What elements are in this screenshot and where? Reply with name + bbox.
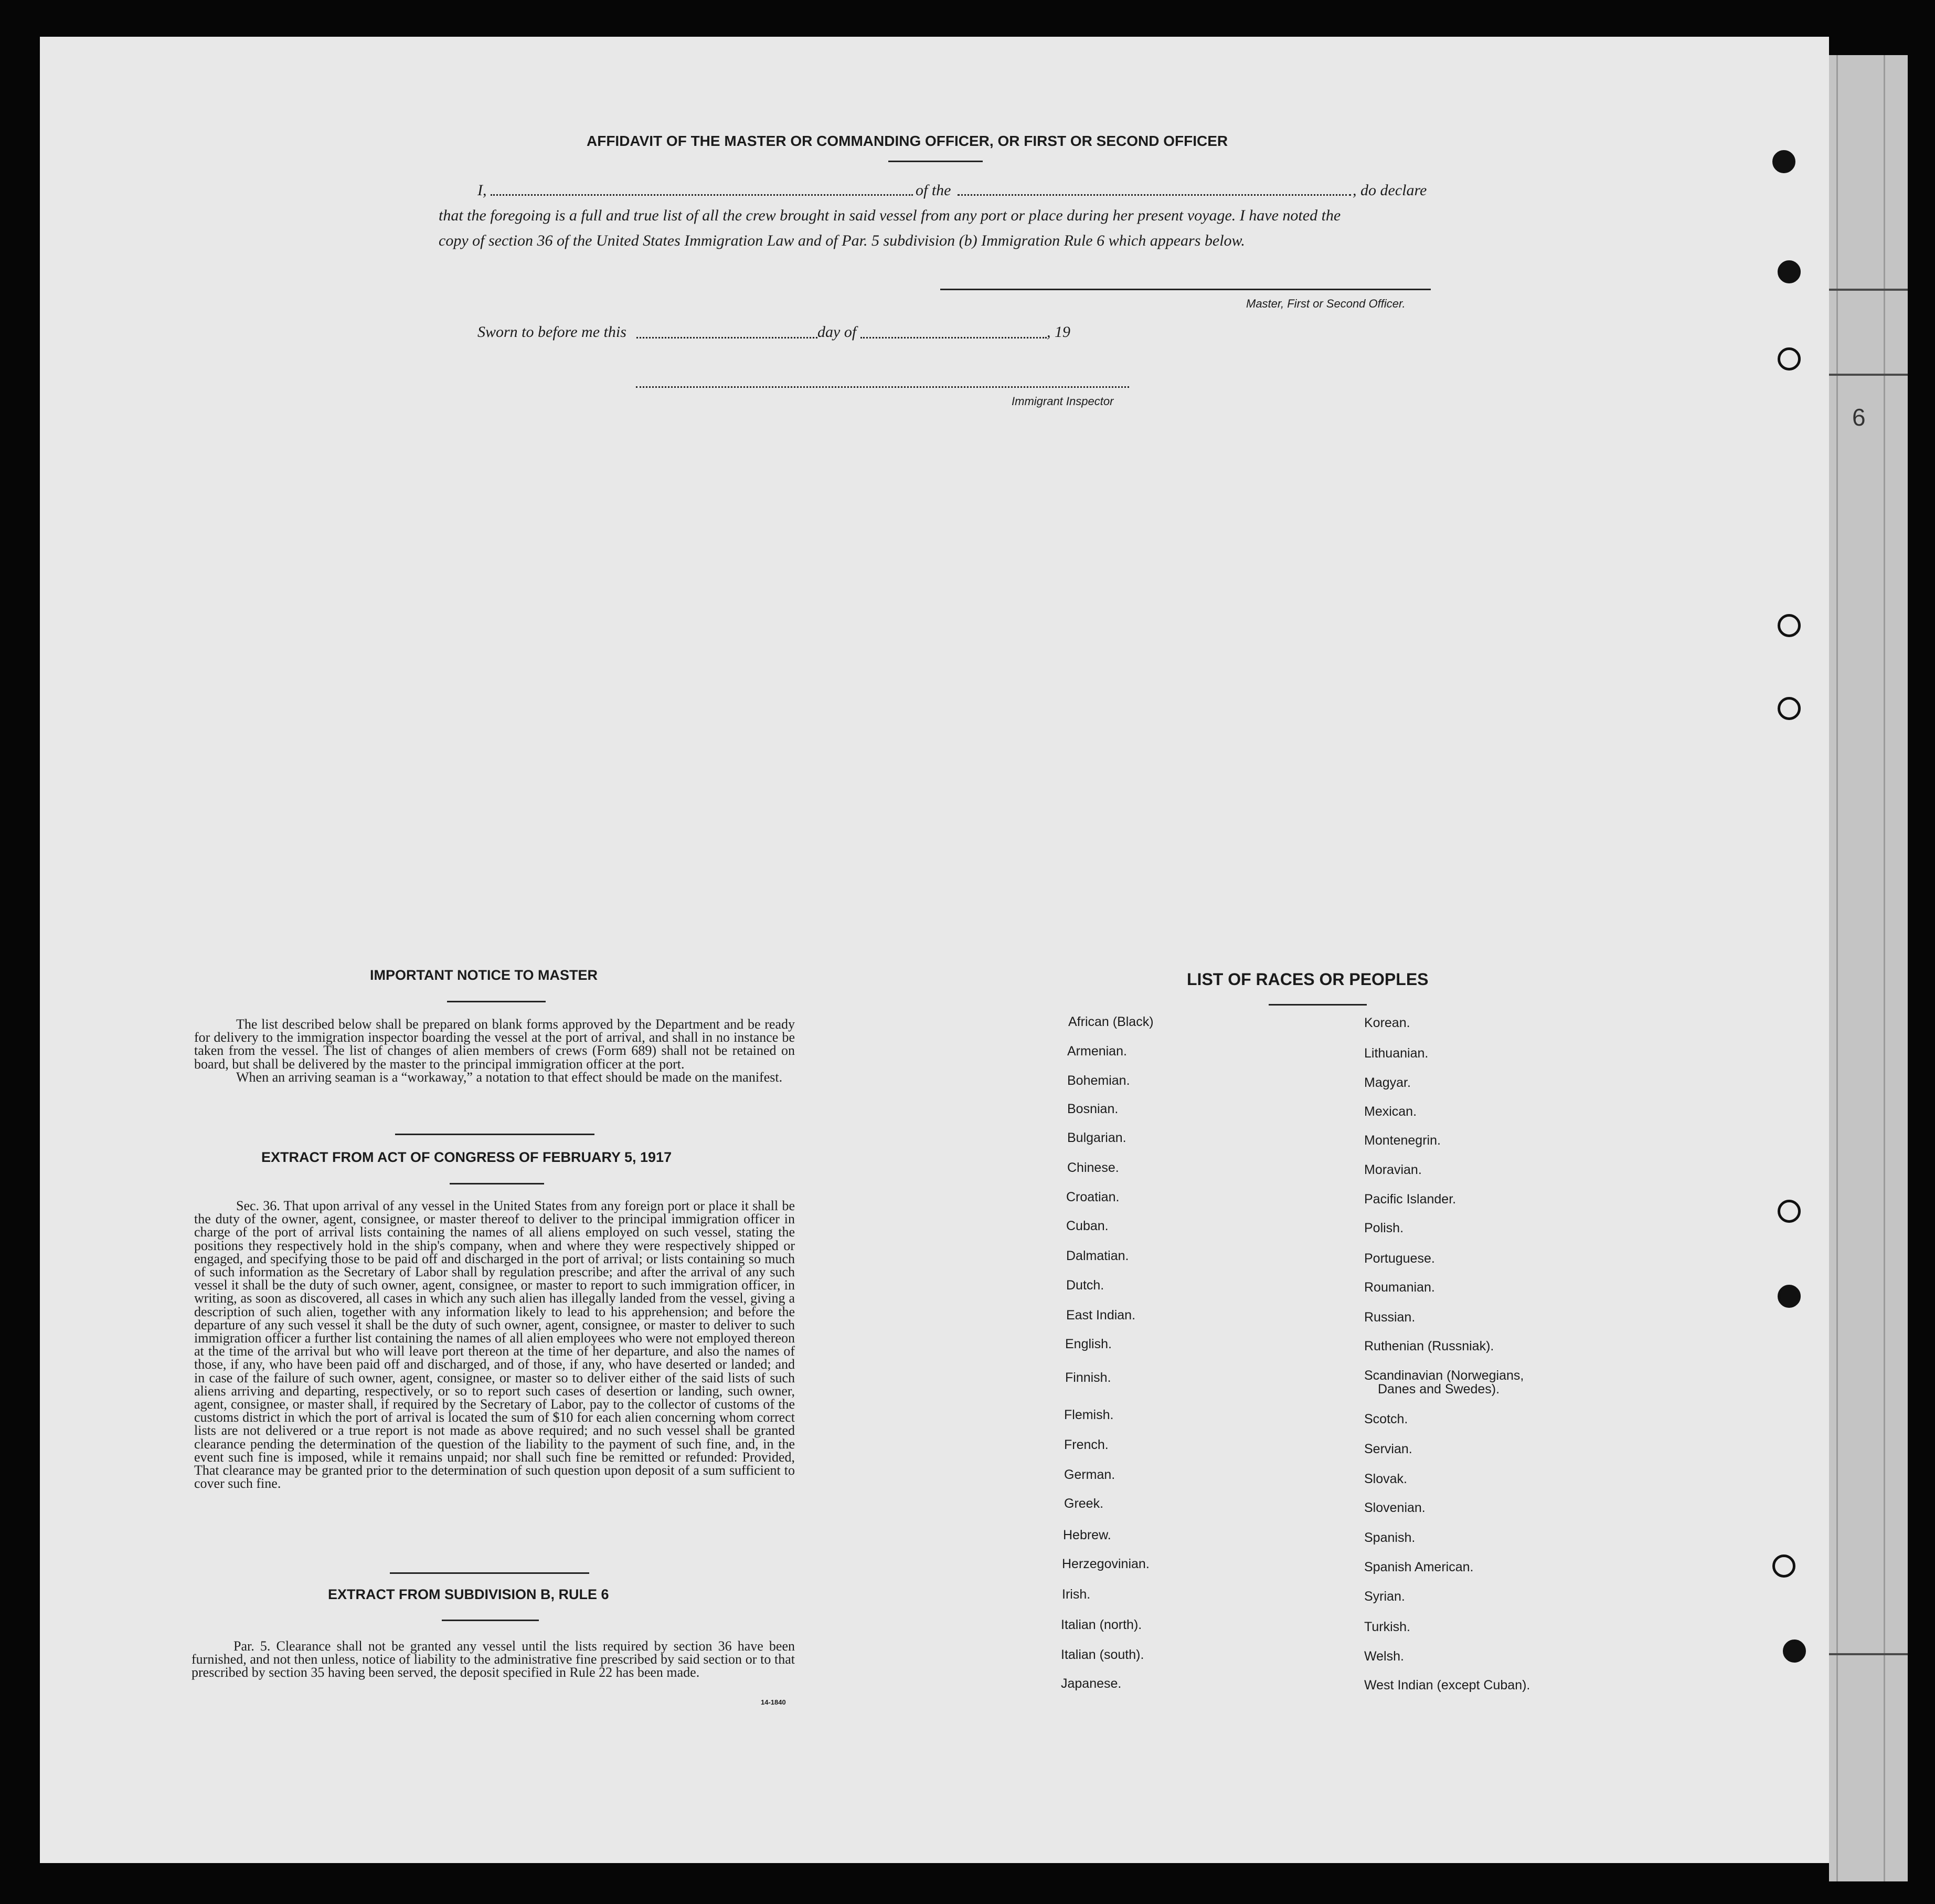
race-left-item: Croatian. [1066, 1190, 1120, 1204]
notice-title: IMPORTANT NOTICE TO MASTER [370, 967, 598, 983]
notice-text [194, 1018, 795, 1084]
race-left-item: Herzegovinian. [1062, 1557, 1150, 1571]
race-left-item: Bosnian. [1067, 1102, 1119, 1116]
document-page [40, 37, 1829, 1863]
race-right-item: Pacific Islander. [1364, 1192, 1456, 1207]
race-left-item: Flemish. [1064, 1408, 1114, 1422]
race-right-item: Portuguese. [1364, 1251, 1435, 1266]
race-left-item: Armenian. [1067, 1044, 1127, 1059]
master-signature-line[interactable] [940, 289, 1431, 290]
race-left-item: Bulgarian. [1067, 1130, 1126, 1145]
race-right-item: Slovenian. [1364, 1500, 1426, 1515]
rule-extract-rule [442, 1620, 539, 1621]
race-left-item: African (Black) [1068, 1014, 1154, 1029]
race-left-item: Dalmatian. [1066, 1249, 1129, 1263]
affidavit-line-3: copy of section 36 of the United States Immigration Law and of Par. 5 subdivision (b) Immigration Rule 6 which appears below. [439, 232, 1245, 249]
race-right-item: Scandinavian (Norwegians, Danes and Swedes). [1364, 1368, 1524, 1397]
race-right-item: West Indian (except Cuban). [1364, 1678, 1530, 1693]
races-rule [1269, 1004, 1367, 1006]
strip-ruling [1829, 374, 1908, 376]
race-right-item: Magyar. [1364, 1075, 1411, 1090]
binder-hole [1772, 1554, 1795, 1578]
binder-hole [1778, 1200, 1801, 1223]
affidavit-i-label: I, [477, 182, 487, 199]
section-rule [395, 1134, 594, 1135]
race-right-item: Welsh. [1364, 1649, 1404, 1664]
race-right-item: Korean. [1364, 1016, 1410, 1030]
rule-extract-text [192, 1639, 795, 1679]
races-title: LIST OF RACES OR PEOPLES [1187, 970, 1429, 989]
race-right-item: Russian. [1364, 1310, 1416, 1325]
par-5-text: Par. 5. Clearance shall not be granted any vessel until the lists required by section 36 have been furnished, and not then unless, notice of liability to the administrative fine prescribed by said section or to that prescribed by section 35 having been served, the deposit specified in Rule 22 has been made. [192, 1638, 795, 1680]
act-extract-rule [450, 1183, 544, 1184]
race-left-item: English. [1065, 1337, 1112, 1351]
race-left-item: Dutch. [1066, 1278, 1104, 1293]
declarant-name-field[interactable] [491, 194, 913, 196]
strip-label: 6 [1852, 404, 1866, 431]
race-right-item: Servian. [1364, 1442, 1412, 1456]
strip-edge-line [1836, 55, 1838, 1881]
binder-hole [1783, 1639, 1806, 1663]
race-left-item: Bohemian. [1067, 1073, 1130, 1088]
affidavit-line-2: that the foregoing is a full and true list of all the crew brought in said vessel from any port or place during her present voyage. I have noted the [439, 207, 1341, 224]
race-left-item: Italian (north). [1061, 1617, 1142, 1632]
race-left-item: Chinese. [1067, 1160, 1119, 1175]
race-right-item: Spanish. [1364, 1530, 1416, 1545]
vessel-name-field[interactable] [958, 194, 1351, 196]
day-of-label: day of [817, 323, 857, 341]
race-right-item: Roumanian. [1364, 1280, 1435, 1295]
race-left-item: Italian (south). [1061, 1647, 1144, 1662]
master-signature-label: Master, First or Second Officer. [1246, 297, 1406, 310]
race-right-item: Slovak. [1364, 1472, 1407, 1486]
race-left-item: Japanese. [1061, 1676, 1122, 1691]
declare-label: , do declare [1353, 182, 1427, 199]
race-left-item: Cuban. [1066, 1219, 1109, 1233]
sworn-day-field[interactable] [636, 337, 817, 339]
section-36-text: Sec. 36. That upon arrival of any vessel in the United States from any foreign port or place it shall be the duty of the owner, agent, consignee, or master thereof to deliver to the principal immigration officer in charge of the port of arrival lists containing the names of all aliens employed on such vessel, stating the positions they respectively hold in the ship's company, when and where they were respectively shipped or engaged, and specifying those to be paid off and discharged in the port of arrival; or lists containing so much of such information as the Secretary of Labor shall by regulation prescribe; and after the arrival of any such vessel it shall be the duty of such owner, agent, consignee, or master to report to such immigration officer, in writing, as soon as discovered, all cases in which any such alien has illegally landed from the vessel, giving a description of such alien, together with any information likely to lead to his apprehension; and before the departure of any such vessel it shall be the duty of such owner, agent, consignee, or master to deliver to such immigration officer a further list containing the names of all alien employees who were not employed thereon at the time of the arrival but who will leave port thereon at the time of her departure, and also the names of those, if any, who have been paid off and discharged, and of those, if any, who have deserted or landed; and in case of the failure of such owner, agent, consignee, or master so to deliver either of the said lists of such aliens arriving and departing, respectively, or so to report such cases of desertion or landing, such owner, agent, consignee, or master shall, if required by the Secretary of Labor, pay to the collector of customs of the customs district in which the port of arrival is located the sum of $10 for each alien concerning whom correct lists are not delivered or a true report is not made as above required; and no such vessel shall be granted clearance pending the determination of the question of the liability to the payment of such fine, and, in the event such fine is imposed, while it remains unpaid; nor shall such fine be remitted or refunded: Provided, That clearance may be granted prior to the determination of such question upon deposit of a sum sufficient to cover such fine. [194, 1198, 795, 1492]
race-right-item: Ruthenian (Russniak). [1364, 1339, 1494, 1353]
race-left-item: Irish. [1062, 1587, 1091, 1602]
notice-paragraph-1: The list described below shall be prepared on blank forms approved by the Department and be ready for delivery to the immigration inspector boarding the vessel at the port of arrival, and shall in no instance be taken from the vessel. The list of changes of alien members of crews (Form 689) shall not be retained on board, but shall be delivered by the master to the principal immigration officer at the port. [194, 1017, 795, 1072]
race-right-item: Polish. [1364, 1221, 1404, 1235]
rule-extract-title: EXTRACT FROM SUBDIVISION B, RULE 6 [328, 1586, 609, 1602]
inspector-label: Immigrant Inspector [1012, 395, 1114, 408]
binder-hole [1772, 150, 1795, 173]
strip-edge-line [1884, 55, 1885, 1881]
race-right-item: Syrian. [1364, 1589, 1405, 1604]
title-rule [888, 161, 983, 162]
race-right-item: Montenegrin. [1364, 1133, 1441, 1148]
binder-hole [1778, 260, 1801, 283]
race-right-item: Spanish American. [1364, 1560, 1474, 1574]
section-rule [390, 1572, 589, 1574]
strip-ruling [1829, 289, 1908, 291]
binder-hole [1778, 697, 1801, 720]
sworn-label: Sworn to before me this [477, 323, 626, 341]
sworn-month-field[interactable] [860, 337, 1047, 339]
year-label: , 19 [1047, 323, 1070, 341]
adjacent-page-strip [1829, 55, 1908, 1881]
binder-hole [1778, 347, 1801, 371]
race-right-item: Scotch. [1364, 1412, 1408, 1426]
race-left-item: East Indian. [1066, 1308, 1136, 1323]
act-extract-text [194, 1199, 795, 1490]
race-right-item: Turkish. [1364, 1620, 1410, 1634]
act-extract-title: EXTRACT FROM ACT OF CONGRESS OF FEBRUARY 5, 1917 [261, 1149, 672, 1165]
race-right-item: Lithuanian. [1364, 1046, 1429, 1061]
race-left-item: Hebrew. [1063, 1528, 1111, 1542]
race-left-item: Greek. [1064, 1496, 1104, 1511]
race-left-item: German. [1064, 1467, 1115, 1482]
affidavit-title: AFFIDAVIT OF THE MASTER OR COMMANDING OFFICER, OR FIRST OR SECOND OFFICER [587, 133, 1228, 149]
form-number: 14-1840 [761, 1698, 786, 1706]
race-right-item: Moravian. [1364, 1162, 1422, 1177]
binder-hole [1778, 614, 1801, 637]
race-left-item: French. [1064, 1437, 1109, 1452]
of-the-label: of the [916, 182, 951, 199]
race-left-item: Finnish. [1065, 1370, 1111, 1385]
notice-paragraph-2: When an arriving seaman is a “workaway,” a notation to that effect should be made on the manifest. [236, 1069, 783, 1085]
notice-rule [447, 1001, 546, 1002]
race-right-item: Mexican. [1364, 1104, 1417, 1119]
binder-hole [1778, 1285, 1801, 1308]
strip-ruling [1829, 1653, 1908, 1655]
inspector-signature-line[interactable] [636, 386, 1129, 388]
